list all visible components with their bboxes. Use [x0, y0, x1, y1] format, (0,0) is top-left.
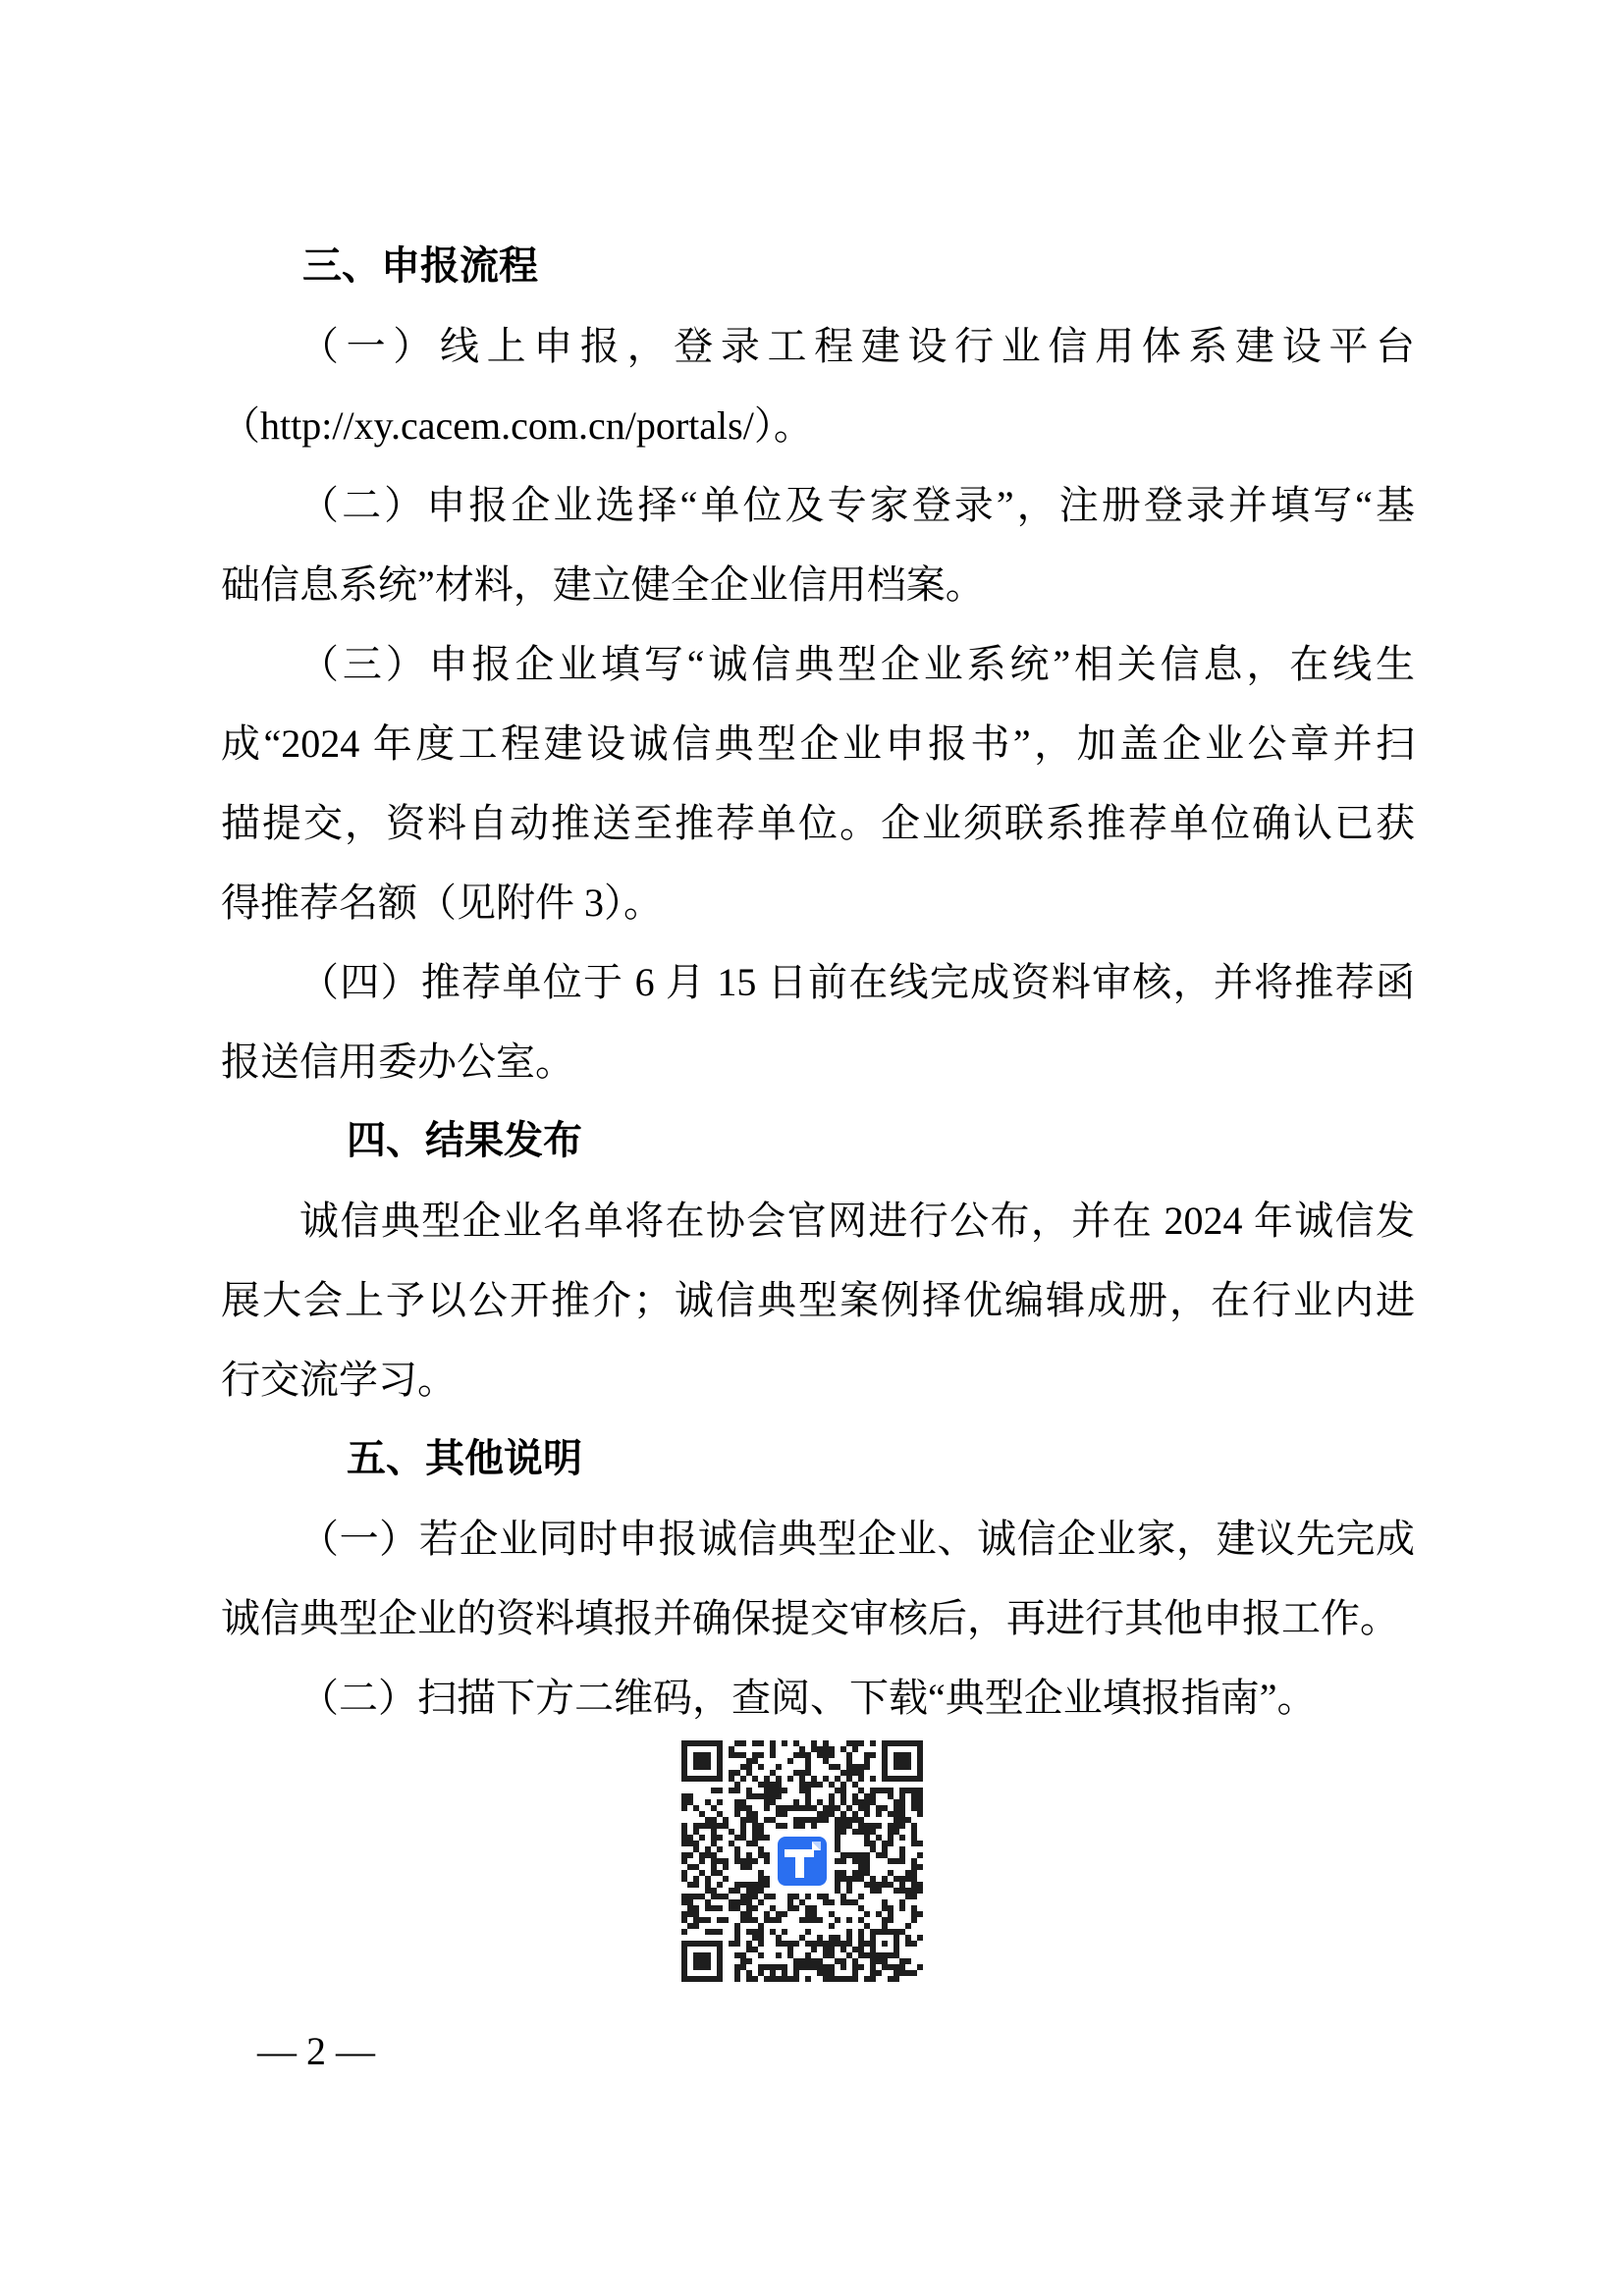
paragraph-line: （二）申报企业选择“单位及专家登录”，注册登录并填写“基	[299, 483, 1415, 527]
section-heading: 三、申报流程	[302, 244, 538, 288]
paragraph-line: 成“2024 年度工程建设诚信典型企业申报书”，加盖企业公章并扫	[221, 721, 1415, 766]
paragraph-line: （一）若企业同时申报诚信典型企业、诚信企业家，建议先完成	[299, 1517, 1415, 1561]
qr-finder-pattern-top-right	[882, 1740, 923, 1782]
paragraph-line: 诚信典型企业的资料填报并确保提交审核后，再进行其他申报工作。	[221, 1596, 1399, 1640]
paragraph-line: （二）扫描下方二维码，查阅、下载“典型企业填报指南”。	[299, 1676, 1317, 1720]
section-heading: 五、其他说明	[347, 1437, 582, 1480]
paragraph-line: （一）线上申报，登录工程建设行业信用体系建设平台	[299, 324, 1415, 368]
paragraph	[221, 1499, 1415, 1658]
paragraph-line: 展大会上予以公开推介；诚信典型案例择优编辑成册，在行业内进	[221, 1278, 1415, 1322]
paragraph	[221, 1181, 1415, 1419]
paragraph-line: 描提交，资料自动推送至推荐单位。企业须联系推荐单位确认已获	[221, 801, 1415, 845]
paragraph-line: （四）推荐单位于 6 月 15 日前在线完成资料审核，并将推荐函	[299, 960, 1415, 1004]
qr-finder-pattern-top-left	[681, 1740, 723, 1782]
paragraph	[221, 306, 1415, 465]
section-heading: 四、结果发布	[347, 1119, 582, 1162]
paragraph-line: 行交流学习。	[221, 1358, 457, 1402]
paragraph-line: 诚信典型企业名单将在协会官网进行公布，并在 2024 年诚信发	[299, 1199, 1415, 1243]
qr-code[interactable]	[681, 1740, 923, 1982]
paragraph	[221, 1658, 1415, 1737]
paragraph-line-link[interactable]: （http://xy.cacem.com.cn/portals/）。	[221, 403, 813, 448]
paragraph	[221, 465, 1415, 624]
docs-app-icon	[772, 1831, 833, 1892]
qr-finder-pattern-bottom-left	[681, 1941, 723, 1982]
paragraph-line: （三）申报企业填写“诚信典型企业系统”相关信息，在线生	[299, 642, 1415, 686]
paragraph-line: 础信息系统”材料，建立健全企业信用档案。	[221, 562, 985, 607]
paragraph	[221, 942, 1415, 1101]
paragraph-line: 得推荐名额（见附件 3）。	[221, 881, 663, 925]
page-number: — 2 —	[257, 2029, 375, 2073]
document-body	[221, 227, 1415, 1737]
qr-alignment-pattern	[870, 1929, 899, 1958]
paragraph-line: 报送信用委办公室。	[221, 1040, 574, 1084]
paragraph	[221, 624, 1415, 942]
